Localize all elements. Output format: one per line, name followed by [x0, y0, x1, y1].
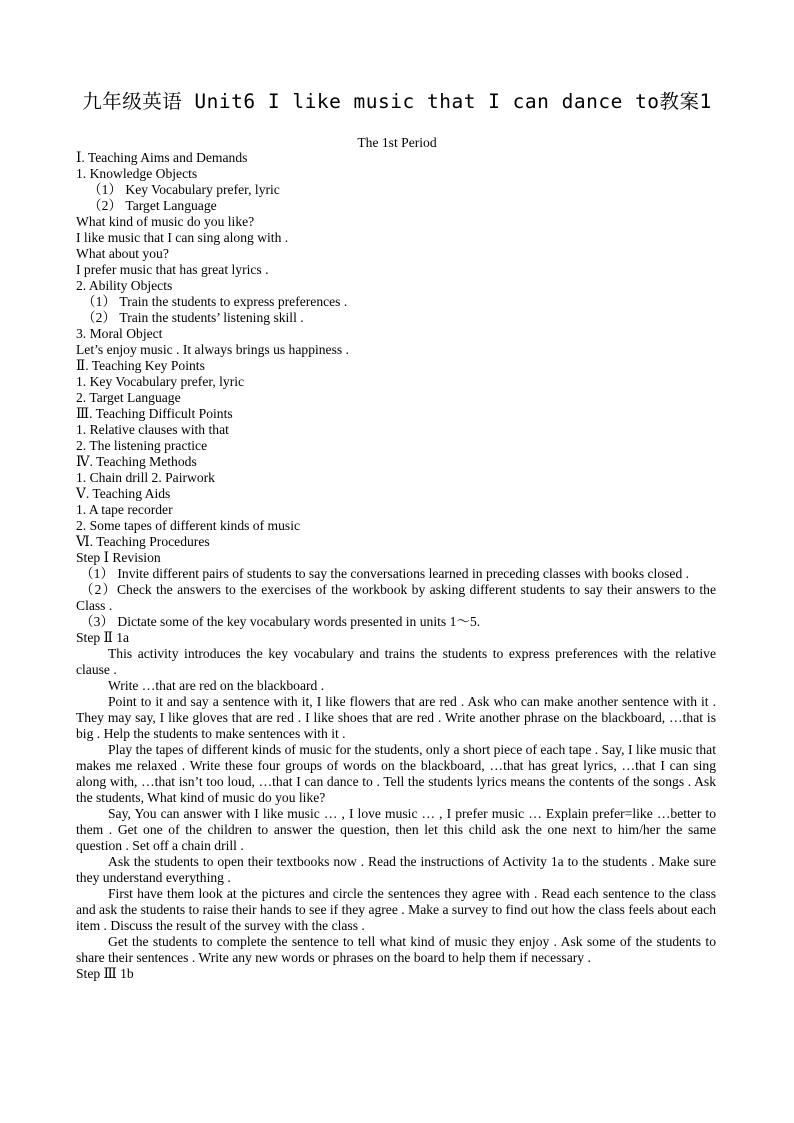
paragraph: First have them look at the pictures and circle the sentences they agree with . Read each sentence to the class and ask the students to raise their hands to see if they agree . Make a survey to find out how the class feels about each item . Discuss the result of the survey with the class .	[76, 886, 716, 933]
sub-item: （2） Target Language	[88, 198, 217, 213]
text-line: I like music that I can sing along with .	[76, 230, 289, 245]
paragraph: （2）Check the answers to the exercises of the workbook by asking different students to say their answers to the Class .	[76, 582, 716, 613]
step-heading: Step Ⅲ 1b	[76, 966, 134, 981]
list-item: 2. The listening practice	[76, 438, 208, 453]
paragraph: This activity introduces the key vocabulary and trains the students to express preferences with the relative clause .	[76, 646, 716, 677]
sub-item: （1） Key Vocabulary prefer, lyric	[88, 182, 280, 197]
list-item: 1. Key Vocabulary prefer, lyric	[76, 374, 245, 389]
section-heading: Ⅳ. Teaching Methods	[76, 454, 197, 469]
list-item: 2. Target Language	[76, 390, 181, 405]
paragraph: Ask the students to open their textbooks now . Read the instructions of Activity 1a to the students . Make sure they understand everything .	[76, 854, 716, 885]
document-body	[76, 150, 716, 982]
list-item: 1. A tape recorder	[76, 502, 173, 517]
list-item: 1. Chain drill 2. Pairwork	[76, 470, 215, 485]
paragraph: Write …that are red on the blackboard .	[108, 678, 325, 693]
text-line: What kind of music do you like?	[76, 214, 255, 229]
list-item: 2. Ability Objects	[76, 278, 173, 293]
sub-item: （1） Train the students to express preferences .	[82, 294, 348, 309]
section-heading: Ⅴ. Teaching Aids	[76, 486, 171, 501]
paragraph: Say, You can answer with I like music … , I love music … , I prefer music … Explain prefer=like …better to them . Get one of the children to answer the question, then let this child ask the one next to him/her the same question . Set off a chain drill .	[76, 806, 716, 853]
section-heading: Ⅵ. Teaching Procedures	[76, 534, 210, 549]
sub-item: （2） Train the students’ listening skill .	[82, 310, 304, 325]
paragraph: （3） Dictate some of the key vocabulary words presented in units 1～5.	[80, 614, 481, 629]
paragraph: Play the tapes of different kinds of music for the students, only a short piece of each tape . Say, I like music that makes me relaxed . Write these four groups of words on the blackboard, …that has great lyrics, …that I can sing along with, …that isn’t too loud, …that I can dance to . Tell the students lyrics means the contents of the songs . Ask the students, What kind of music do you like?	[76, 742, 716, 805]
section-heading: Ⅰ. Teaching Aims and Demands	[76, 150, 248, 165]
section-heading: Ⅱ. Teaching Key Points	[76, 358, 205, 373]
step-heading: Step Ⅰ Revision	[76, 550, 161, 565]
document-title: 九年级英语 Unit6 I like music that I can dance to教案1	[82, 90, 712, 113]
text-line: I prefer music that has great lyrics .	[76, 262, 269, 277]
paragraph: Point to it and say a sentence with it, I like flowers that are red . Ask who can make another sentence with it . They may say, I like gloves that are red . I like shoes that are red . Write another phrase on the blackboard, …that is big . Help the students to make sentences with it .	[76, 694, 716, 741]
paragraph: Get the students to complete the sentence to tell what kind of music they enjoy . Ask some of the students to share their sentences . Write any new words or phrases on the board to help them if necessary .	[76, 934, 716, 965]
period-heading: The 1st Period	[357, 135, 437, 150]
list-item: 3. Moral Object	[76, 326, 163, 341]
list-item: 1. Relative clauses with that	[76, 422, 229, 437]
paragraph: （1） Invite different pairs of students to say the conversations learned in preceding classes with books closed .	[80, 566, 690, 581]
list-item: 1. Knowledge Objects	[76, 166, 198, 181]
text-line: Let’s enjoy music . It always brings us happiness .	[76, 342, 349, 357]
list-item: 2. Some tapes of different kinds of music	[76, 518, 301, 533]
text-line: What about you?	[76, 246, 169, 261]
section-heading: Ⅲ. Teaching Difficult Points	[76, 406, 233, 421]
step-heading: Step Ⅱ 1a	[76, 630, 130, 645]
